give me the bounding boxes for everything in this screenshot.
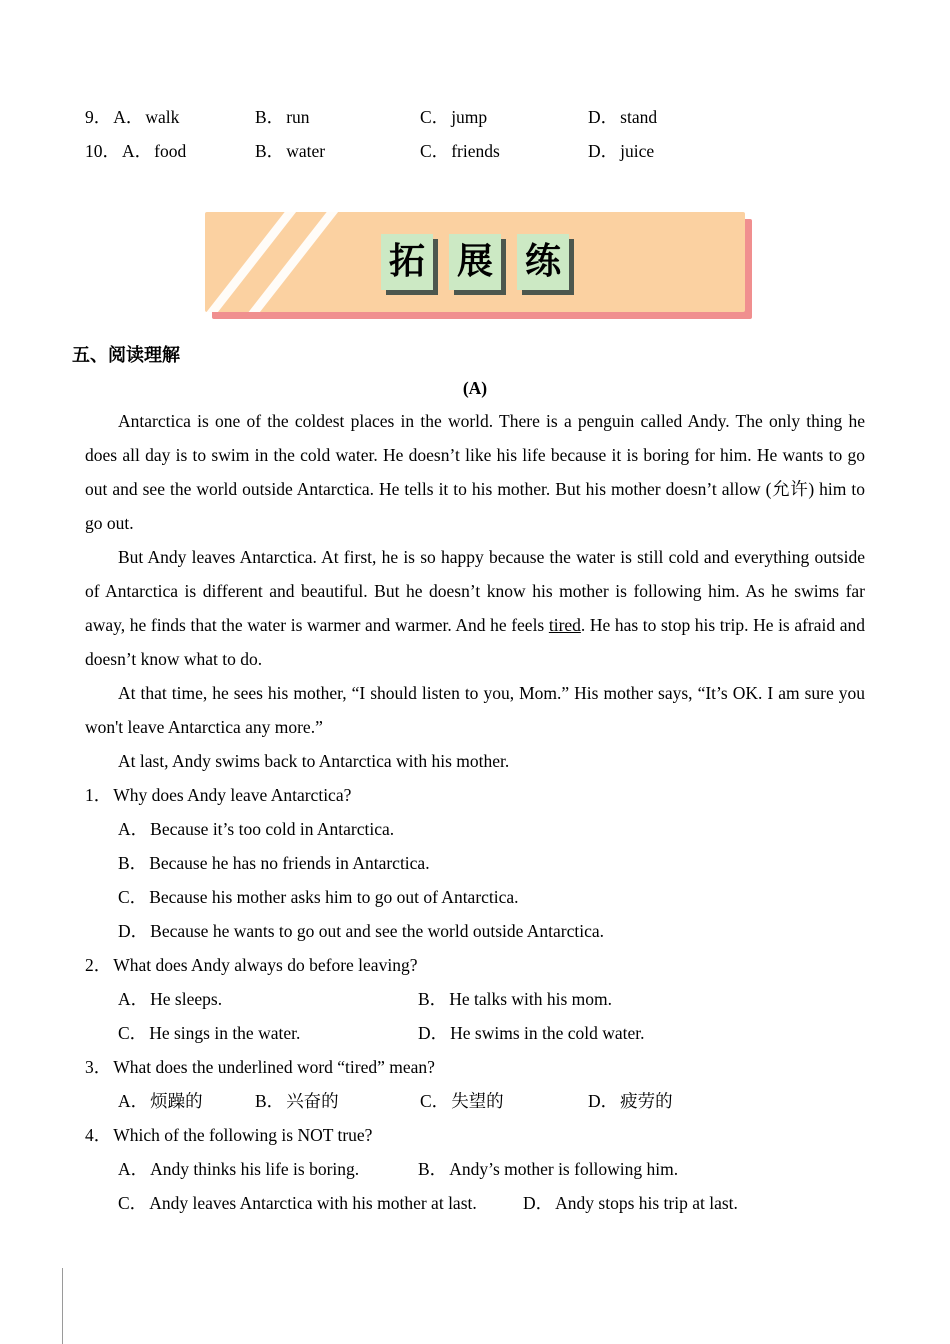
option-label-c: C． <box>118 887 148 907</box>
underlined-word-tired: tired <box>548 615 581 635</box>
question-number: 9． <box>85 107 112 127</box>
option-text-c: jump <box>451 107 488 127</box>
question-4 <box>85 1118 865 1220</box>
option-label-c: C． <box>420 141 450 161</box>
option-text-d: 疲劳的 <box>620 1091 673 1111</box>
option-label-b: B． <box>118 853 148 873</box>
banner-tile-char: 练 <box>517 234 569 290</box>
passage-paragraph-3: At that time, he sees his mother, “I should listen to you, Mom.” His mother says, “It’s OK. I am sure you won't leave Antarctica any more.” <box>85 683 865 737</box>
option-text-c: 失望的 <box>451 1091 504 1111</box>
question-text: Why does Andy leave Antarctica? <box>113 785 352 805</box>
question-1-option-b <box>118 846 865 880</box>
page-edge-artifact <box>62 1268 63 1344</box>
option-text-d: He swims in the cold water. <box>450 1023 645 1043</box>
question-4-options-row-1 <box>118 1152 865 1186</box>
cloze-9-cell-c <box>420 100 588 134</box>
option-label-a: A． <box>118 1091 149 1111</box>
option-label-a: A． <box>118 989 149 1009</box>
option-label-d: D． <box>418 1023 449 1043</box>
section-title: 五、阅读理解 <box>72 345 180 366</box>
question-2-option-d <box>418 1016 865 1050</box>
cloze-row-9 <box>85 100 865 134</box>
option-text-d: Because he wants to go out and see the world outside Antarctica. <box>150 921 605 941</box>
option-label-b: B． <box>418 1159 448 1179</box>
paragraph-2-text: But Andy leaves Antarctica. At first, he is so happy because the water is still cold and everything outside of Antarctica is different and beautiful. But he doesn’t know his mother is following him. As he swims far away, he finds that the water is warmer and warmer. And he feels <box>85 547 865 635</box>
passage-paragraph-1: Antarctica is one of the coldest places in the world. There is a penguin called Andy. The only thing he does all day is to swim in the cold water. He doesn’t like his life because it is boring for him. He wants to go out and see the world outside Antarctica. He tells it to his mother. But his mother doesn’t allow (允许) him to go out. <box>85 411 865 533</box>
question-4-options-row-2 <box>118 1186 865 1220</box>
question-2-option-a <box>118 982 418 1016</box>
question-2 <box>85 948 865 1050</box>
option-label-c: C． <box>420 107 450 127</box>
option-text-a: Andy thinks his life is boring. <box>150 1159 360 1179</box>
option-label-b: B． <box>255 107 285 127</box>
question-number: 4． <box>85 1125 112 1145</box>
question-1-option-d <box>118 914 865 948</box>
question-2-options-row-2 <box>118 1016 865 1050</box>
option-text-d: juice <box>620 141 655 161</box>
question-2-options-row-1 <box>118 982 865 1016</box>
option-label-c: C． <box>420 1091 450 1111</box>
question-1-option-c <box>118 880 865 914</box>
option-label-a: A． <box>122 141 153 161</box>
option-text-d: stand <box>620 107 658 127</box>
cloze-9-cell-a <box>85 100 255 134</box>
question-4-option-a <box>118 1152 418 1186</box>
question-number: 10． <box>85 141 120 161</box>
option-text-a: He sleeps. <box>150 989 223 1009</box>
option-label-d: D． <box>523 1193 554 1213</box>
question-4-option-c <box>118 1186 523 1220</box>
question-3 <box>85 1050 865 1118</box>
question-number: 3． <box>85 1057 112 1077</box>
question-4-option-b <box>418 1152 865 1186</box>
question-2-stem <box>85 948 865 982</box>
expansion-practice-banner <box>205 212 745 312</box>
option-label-c: C． <box>118 1193 148 1213</box>
option-text-b: Because he has no friends in Antarctica. <box>149 853 430 873</box>
cloze-row-10 <box>85 134 865 168</box>
option-text-b: Andy’s mother is following him. <box>449 1159 679 1179</box>
question-1-stem <box>85 778 865 812</box>
question-1-option-a <box>118 812 865 846</box>
option-text-b: water <box>286 141 326 161</box>
banner-tile-char: 拓 <box>381 234 433 290</box>
option-label-a: A． <box>118 1159 149 1179</box>
option-text-d: Andy stops his trip at last. <box>555 1193 738 1213</box>
question-1 <box>85 778 865 948</box>
option-text-c: friends <box>451 141 500 161</box>
option-text-a: 烦躁的 <box>150 1091 203 1111</box>
option-text-b: He talks with his mom. <box>449 989 613 1009</box>
banner-tiles <box>381 234 569 290</box>
option-text-c: Andy leaves Antarctica with his mother at last. <box>149 1193 477 1213</box>
passage-label: (A) <box>462 378 488 398</box>
paragraph-2-text-after: . He has to stop his trip. He is afraid and doesn’t know what to do. <box>85 615 865 669</box>
passage-paragraph-2 <box>85 540 865 676</box>
option-label-b: B． <box>255 1091 285 1111</box>
option-text-a: food <box>154 141 187 161</box>
option-text-c: He sings in the water. <box>149 1023 301 1043</box>
question-text: Which of the following is NOT true? <box>113 1125 373 1145</box>
question-3-option-a <box>118 1084 255 1118</box>
option-text-b: run <box>286 107 310 127</box>
cloze-10-cell-c <box>420 134 588 168</box>
option-label-c: C． <box>118 1023 148 1043</box>
option-label-a: A． <box>118 819 149 839</box>
question-3-stem <box>85 1050 865 1084</box>
question-text: What does the underlined word “tired” mean? <box>113 1057 435 1077</box>
banner-tile-char: 展 <box>449 234 501 290</box>
question-3-option-c <box>420 1084 588 1118</box>
cloze-9-cell-b <box>255 100 420 134</box>
cloze-10-cell-b <box>255 134 420 168</box>
option-text-c: Because his mother asks him to go out of Antarctica. <box>149 887 519 907</box>
option-label-b: B． <box>418 989 448 1009</box>
cloze-9-cell-d <box>588 100 865 134</box>
option-text-b: 兴奋的 <box>286 1091 339 1111</box>
question-number: 1． <box>85 785 112 805</box>
question-2-option-b <box>418 982 865 1016</box>
option-label-b: B． <box>255 141 285 161</box>
question-2-option-c <box>118 1016 418 1050</box>
cloze-10-cell-a <box>85 134 255 168</box>
cloze-10-cell-d <box>588 134 865 168</box>
question-3-option-b <box>255 1084 420 1118</box>
option-label-d: D． <box>118 921 149 941</box>
question-4-stem <box>85 1118 865 1152</box>
question-4-option-d <box>523 1186 865 1220</box>
option-label-d: D． <box>588 141 619 161</box>
passage-paragraph-4: At last, Andy swims back to Antarctica with his mother. <box>118 751 510 771</box>
question-text: What does Andy always do before leaving? <box>113 955 418 975</box>
question-3-options-row <box>85 1084 865 1118</box>
question-3-option-d <box>588 1084 865 1118</box>
option-text-a: walk <box>145 107 180 127</box>
option-label-a: A． <box>113 107 144 127</box>
banner-stripe-decoration <box>214 212 357 312</box>
option-label-d: D． <box>588 1091 619 1111</box>
question-number: 2． <box>85 955 112 975</box>
option-text-a: Because it’s too cold in Antarctica. <box>150 819 395 839</box>
option-label-d: D． <box>588 107 619 127</box>
